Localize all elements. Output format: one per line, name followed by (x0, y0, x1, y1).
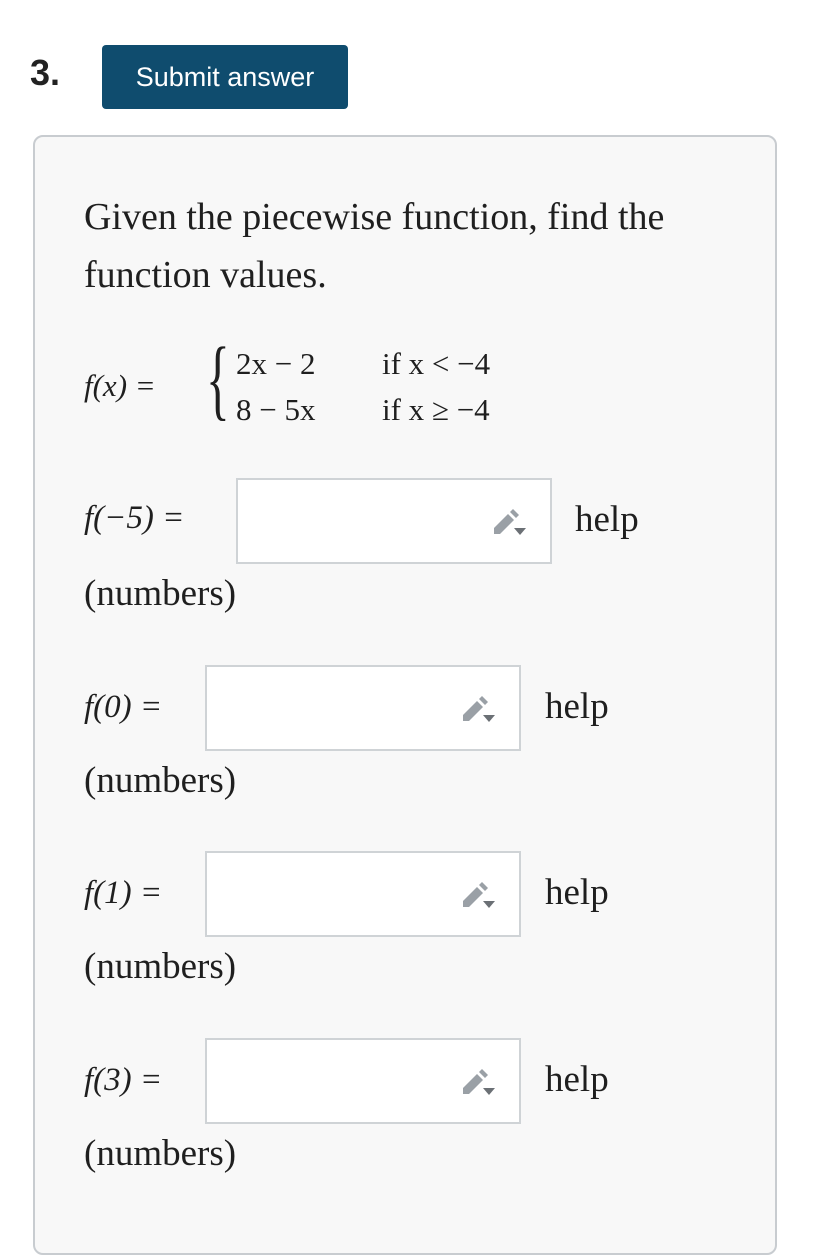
answer-input[interactable] (246, 480, 490, 562)
pencil-dropdown-icon[interactable] (461, 1068, 497, 1098)
answer-type-hint: (numbers) (84, 946, 237, 987)
case1-expression: 2x − 2 (236, 346, 316, 381)
pencil-dropdown-icon[interactable] (492, 508, 528, 538)
answer-input[interactable] (215, 853, 459, 935)
help-link[interactable]: help (545, 686, 609, 727)
answer-field[interactable] (236, 478, 552, 564)
item-label: f(−5) = (84, 500, 185, 536)
answer-field[interactable] (205, 665, 521, 751)
case2-expression: 8 − 5x (236, 392, 316, 427)
answer-input[interactable] (215, 1040, 459, 1122)
item-label: f(0) = (84, 689, 163, 725)
help-link[interactable]: help (575, 499, 639, 540)
answer-field[interactable] (205, 851, 521, 937)
help-link[interactable]: help (545, 1059, 609, 1100)
submit-answer-button[interactable]: Submit answer (102, 45, 348, 109)
question-prompt: Given the piecewise function, find the function values. (84, 196, 665, 296)
help-link[interactable]: help (545, 872, 609, 913)
item-label: f(1) = (84, 875, 163, 911)
function-lhs: f(x) = (84, 368, 156, 403)
answer-type-hint: (numbers) (84, 1133, 237, 1174)
question-number: 3. (30, 52, 61, 93)
case1-condition: if x < −4 (382, 346, 491, 381)
piecewise-definition (84, 330, 564, 430)
answer-type-hint: (numbers) (84, 760, 237, 801)
left-brace: { (206, 330, 230, 429)
pencil-dropdown-icon[interactable] (461, 881, 497, 911)
answer-input[interactable] (215, 667, 459, 749)
case2-condition: if x ≥ −4 (382, 392, 490, 427)
answer-type-hint: (numbers) (84, 573, 237, 614)
item-label: f(3) = (84, 1062, 163, 1098)
answer-field[interactable] (205, 1038, 521, 1124)
pencil-dropdown-icon[interactable] (461, 695, 497, 725)
